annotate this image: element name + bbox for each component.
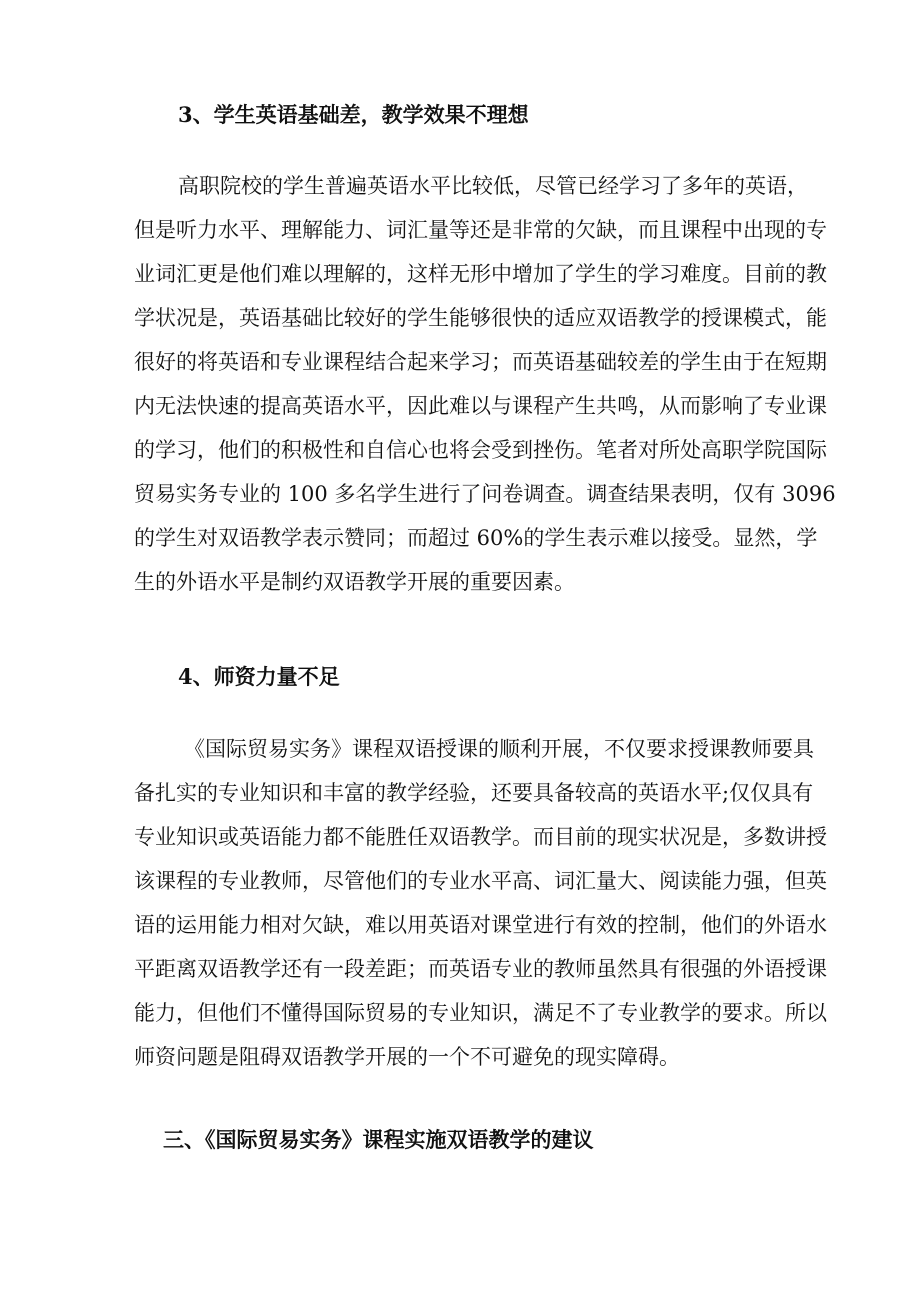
paragraph-line: 语的运用能力相对欠缺，难以用英语对课堂进行有效的控制，他们的外语水 (134, 913, 827, 937)
paragraph-line: 师资问题是阻碍双语教学开展的一个不可避免的现实障碍。 (134, 1045, 680, 1069)
heading-item-4: 4、师资力量不足 (178, 664, 340, 689)
paragraph-line: 很好的将英语和专业课程结合起来学习；而英语基础较差的学生由于在短期 (134, 350, 827, 374)
paragraph-line: 备扎实的专业知识和丰富的教学经验，还要具备较高的英语水平;仅仅具有 (134, 781, 814, 805)
paragraph-line: 该课程的专业教师，尽管他们的专业水平高、词汇量大、阅读能力强，但英 (134, 869, 827, 893)
paragraph-line: 的学生对双语教学表示赞同；而超过 60%的学生表示难以接受。显然，学 (134, 526, 818, 550)
section-heading-3: 三、《国际贸易实务》课程实施双语教学的建议 (163, 1127, 594, 1152)
paragraph-2 (134, 727, 827, 1079)
paragraph-line: 生的外语水平是制约双语教学开展的重要因素。 (134, 570, 575, 594)
paragraph-line: 内无法快速的提高英语水平，因此难以与课程产生共鸣，从而影响了专业课 (134, 394, 827, 418)
paragraph-line: 平距离双语教学还有一段差距；而英语专业的教师虽然具有很强的外语授课 (134, 957, 827, 981)
paragraph-line: 贸易实务专业的 100 多名学生进行了问卷调查。调查结果表明，仅有 3096 (134, 482, 836, 506)
paragraph-line: 高职院校的学生普遍英语水平比较低，尽管已经学习了多年的英语， (178, 174, 808, 198)
paragraph-line: 业词汇更是他们难以理解的，这样无形中增加了学生的学习难度。目前的教 (134, 262, 827, 286)
paragraph-line: 的学习，他们的积极性和自信心也将会受到挫伤。笔者对所处高职学院国际 (134, 438, 827, 462)
heading-item-3: 3、学生英语基础差，教学效果不理想 (178, 102, 529, 127)
paragraph-1 (134, 164, 836, 604)
paragraph-line: 学状况是，英语基础比较好的学生能够很快的适应双语教学的授课模式，能 (134, 306, 827, 330)
paragraph-line: 《国际贸易实务》课程双语授课的顺利开展，不仅要求授课教师要具 (184, 737, 814, 761)
paragraph-line: 能力，但他们不懂得国际贸易的专业知识，满足不了专业教学的要求。所以 (134, 1001, 827, 1025)
paragraph-line: 但是听力水平、理解能力、词汇量等还是非常的欠缺，而且课程中出现的专 (134, 218, 827, 242)
paragraph-line: 专业知识或英语能力都不能胜任双语教学。而目前的现实状况是，多数讲授 (134, 825, 827, 849)
